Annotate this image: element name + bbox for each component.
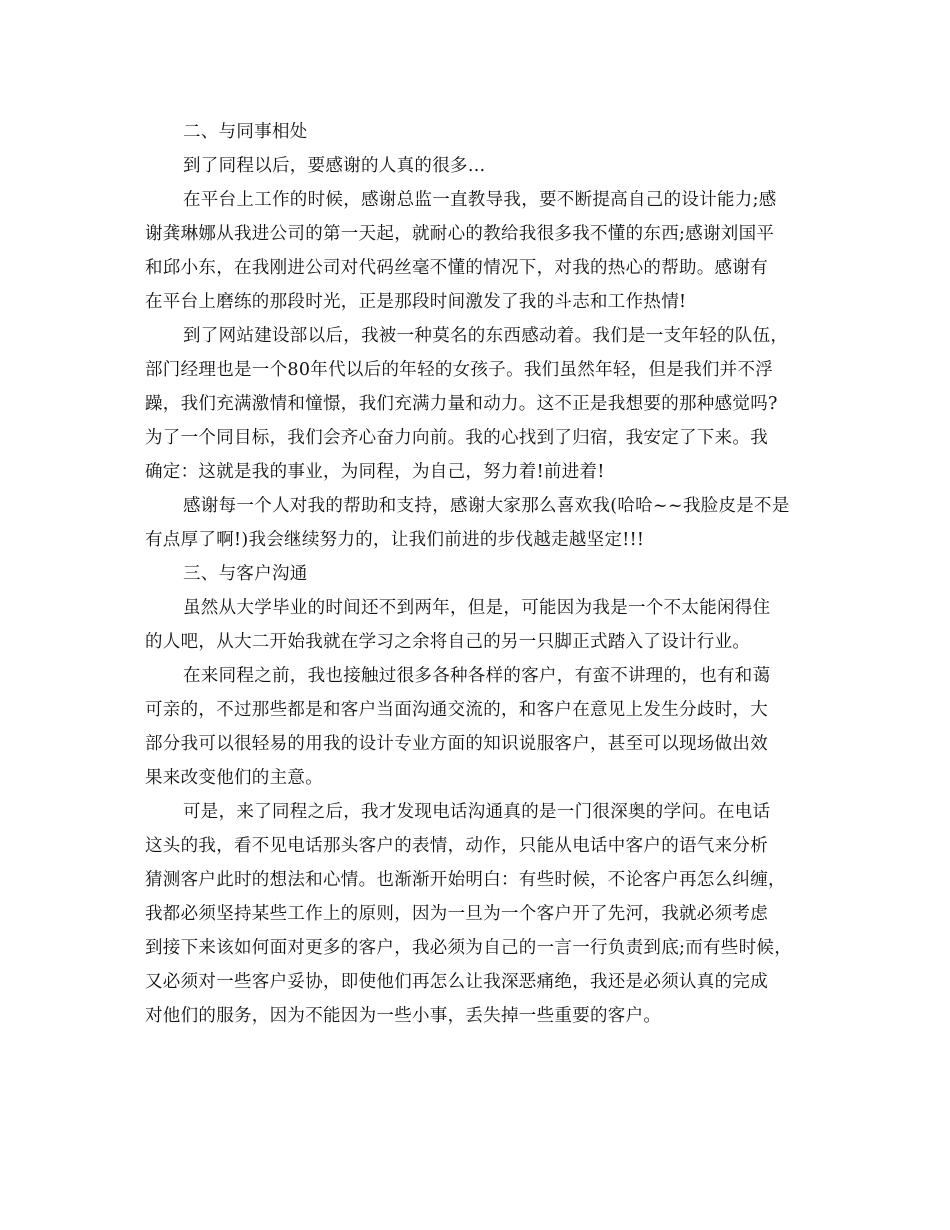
section-heading: 三、与客户沟通 bbox=[183, 564, 308, 584]
section-heading: 二、与同事相处 bbox=[183, 122, 308, 142]
paragraph-line: 躁，我们充满激情和憧憬，我们充满力量和动力。这不正是我想要的那种感觉吗? bbox=[145, 394, 778, 414]
paragraph-line: 和邱小东，在我刚进公司对代码丝毫不懂的情况下，对我的热心的帮助。感谢有 bbox=[145, 258, 768, 278]
paragraph-line: 虽然从大学毕业的时间还不到两年，但是，可能因为我是一个不太能闲得住 bbox=[183, 598, 771, 618]
paragraph-line: 在来同程之前，我也接触过很多各种各样的客户，有蛮不讲理的，也有和蔼 bbox=[183, 666, 771, 686]
paragraph-line: 猜测客户此时的想法和心情。也渐渐开始明白：有些时候，不论客户再怎么纠缠， bbox=[145, 870, 786, 890]
paragraph-line: 对他们的服务，因为不能因为一些小事，丢失掉一些重要的客户。 bbox=[145, 1006, 662, 1026]
paragraph-line: 的人吧，从大二开始我就在学习之余将自己的另一只脚正式踏入了设计行业。 bbox=[145, 632, 751, 652]
paragraph-line: 为了一个同目标，我们会齐心奋力向前。我的心找到了归宿，我安定了下来。我 bbox=[145, 428, 768, 448]
paragraph-line: 确定：这就是我的事业，为同程，为自己，努力着!前进着! bbox=[145, 462, 605, 482]
document-body bbox=[145, 115, 805, 1033]
paragraph-line: 这头的我，看不见电话那头客户的表情，动作，只能从电话中客户的语气来分析 bbox=[145, 836, 768, 856]
paragraph-line: 可亲的，不过那些都是和客户当面沟通交流的，和客户在意见上发生分歧时，大 bbox=[145, 700, 768, 720]
paragraph-line: 部门经理也是一个80年代以后的年轻的女孩子。我们虽然年轻，但是我们并不浮 bbox=[145, 360, 774, 380]
paragraph-line: 部分我可以很轻易的用我的设计专业方面的知识说服客户，甚至可以现场做出效 bbox=[145, 734, 768, 754]
paragraph-line: 在平台上磨练的那段时光，正是那段时间激发了我的斗志和工作热情! bbox=[145, 292, 687, 312]
paragraph-line: 谢龚琳娜从我进公司的第一天起，就耐心的教给我很多我不懂的东西;感谢刘国平 bbox=[145, 224, 775, 244]
paragraph-line: 在平台上工作的时候，感谢总监一直教导我，要不断提高自己的设计能力;感 bbox=[183, 190, 777, 210]
paragraph-line: 又必须对一些客户妥协，即使他们再怎么让我深恶痛绝，我还是必须认真的完成 bbox=[145, 972, 768, 992]
paragraph-line: 到接下来该如何面对更多的客户，我必须为自己的一言一行负责到底;而有些时候， bbox=[145, 938, 792, 958]
paragraph-line: 果来改变他们的主意。 bbox=[145, 768, 323, 788]
paragraph-line: 有点厚了啊!)我会继续努力的，让我们前进的步伐越走越坚定!!! bbox=[145, 530, 645, 550]
paragraph-line: 可是，来了同程之后，我才发现电话沟通真的是一门很深奥的学问。在电话 bbox=[183, 802, 771, 822]
paragraph-line: 到了网站建设部以后，我被一种莫名的东西感动着。我们是一支年轻的队伍， bbox=[183, 326, 789, 346]
paragraph-line: 感谢每一个人对我的帮助和支持，感谢大家那么喜欢我(哈哈~~我脸皮是不是 bbox=[183, 496, 790, 516]
paragraph-line: 到了同程以后，要感谢的人真的很多… bbox=[183, 156, 486, 176]
paragraph-line: 我都必须坚持某些工作上的原则，因为一旦为一个客户开了先河，我就必须考虑 bbox=[145, 904, 768, 924]
